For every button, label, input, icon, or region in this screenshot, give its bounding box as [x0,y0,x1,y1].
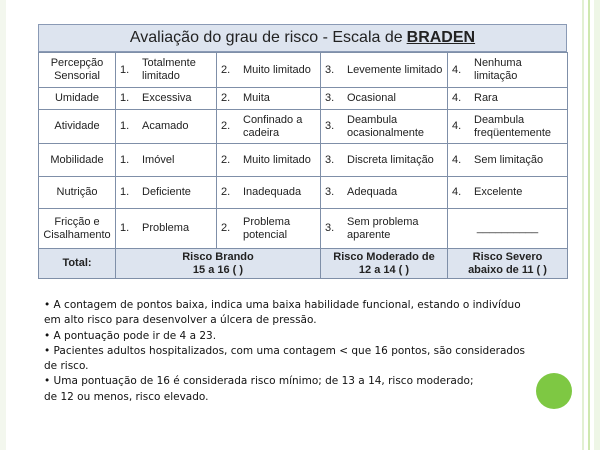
option-text: Problema potencial [243,215,291,241]
total-row [39,249,568,279]
option-text: Deambula freqüentemente [474,113,552,139]
option-number: 3. [325,153,335,166]
option-number: 2. [221,92,231,104]
note-item: • Pacientes adultos hospitalizados, com uma contagem < que 16 pontos, são considerados de risco. [44,344,525,373]
right-edge-decoration [594,0,600,450]
table-cell [448,110,568,144]
option-number: 4. [452,92,462,104]
option-text: Totalmente limitado [142,57,196,82]
table-cell [217,53,321,88]
green-circle-decoration [536,373,572,409]
risk-mild-title: Risco Brando [182,250,254,263]
option-number: 1. [120,120,130,132]
table-title [38,24,567,52]
table-cell [217,110,321,144]
left-edge-decoration [0,0,6,450]
row-label: Fricção e Cisalhamento [39,209,116,249]
risk-mild-cell [116,249,321,279]
option-text: Muito limitado [243,63,311,76]
option-text: Problema [142,222,190,234]
table-cell [116,209,217,249]
option-text: Excelente [474,186,523,198]
table-cell [321,209,448,249]
row-label: Umidade [39,88,116,110]
table-row [39,110,568,144]
table-cell [116,177,217,209]
table-row [39,53,568,88]
table-cell [321,88,448,110]
title-text: Avaliação do grau de risco - Escala de [129,29,403,46]
option-number: 3. [325,92,335,104]
option-text: Ocasional [347,92,396,104]
risk-moderate-cell [321,249,448,279]
option-text: Nenhuma limitação [474,57,522,82]
option-number: 4. [452,63,462,76]
table-cell [321,110,448,144]
risk-severe-range: abaixo de 11 ( ) [468,263,547,276]
risk-mild-range: 15 a 16 ( ) [192,263,244,276]
table-cell [116,110,217,144]
row-label: Atividade [39,110,116,144]
table-cell [448,88,568,110]
option-text: Sem limitação [474,153,544,166]
table-cell [448,53,568,88]
table-cell [116,53,217,88]
option-number: 3. [325,63,335,76]
option-text: Confinado a cadeira [243,113,303,139]
table-cell [116,144,217,177]
row-label: Percepção Sensorial [39,53,116,88]
option-number: 2. [221,120,231,132]
notes-section [44,298,530,405]
table-cell [217,177,321,209]
option-number: 4. [452,120,462,132]
option-text: Acamado [142,120,189,132]
total-label: Total: [39,249,116,279]
row-label: Nutrição [39,177,116,209]
right-stripe-decoration [588,0,590,450]
table-row [39,209,568,249]
empty-cell: __________ [448,209,568,249]
table-cell [217,88,321,110]
option-number: 2. [221,186,231,198]
option-text: Muito limitado [243,153,311,166]
risk-severe-title: Risco Severo [472,250,543,263]
table-cell [321,144,448,177]
option-text: Discreta limitação [347,153,434,166]
note-item: • A contagem de pontos baixa, indica uma baixa habilidade funcional, estando o indivíduo em alto risco para desenvolver a úlcera de pressão. [44,299,521,327]
table-row [39,88,568,110]
right-stripe-decoration [582,0,584,450]
option-text: Deambula ocasionalmente [347,113,425,139]
option-number: 4. [452,186,462,198]
table-row [39,144,568,177]
row-label: Mobilidade [39,144,116,177]
option-text: Inadequada [243,186,302,198]
risk-moderate-title: Risco Moderado de [333,250,435,263]
option-number: 1. [120,63,130,76]
option-number: 3. [325,186,335,198]
note-item: • A pontuação pode ir de 4 a 23. [44,329,217,342]
option-text: Sem problema aparente [347,215,419,241]
option-text: Levemente limitado [347,63,443,76]
braden-scale-table [38,52,568,279]
option-text: Rara [474,92,498,104]
table-cell [321,53,448,88]
option-text: Muita [243,92,270,104]
option-text: Deficiente [142,186,191,198]
table-cell [448,144,568,177]
option-number: 1. [120,186,130,198]
option-number: 3. [325,120,335,132]
table-cell [217,144,321,177]
option-number: 2. [221,63,231,76]
table-cell [448,177,568,209]
table-cell [217,209,321,249]
option-number: 1. [120,153,130,166]
option-text: Adequada [347,186,398,198]
title-brand: BRADEN [406,29,476,46]
option-text: Imóvel [142,153,175,166]
note-item: de 12 ou menos, risco elevado. [44,390,209,403]
risk-severe-cell [448,249,568,279]
table-cell [116,88,217,110]
option-number: 3. [325,222,335,234]
risk-moderate-range: 12 a 14 ( ) [358,263,410,276]
option-number: 1. [120,92,130,104]
option-text: Excessiva [142,92,192,104]
table-row [39,177,568,209]
option-number: 1. [120,222,130,234]
option-number: 2. [221,222,231,234]
option-number: 2. [221,153,231,166]
option-number: 4. [452,153,462,166]
table-cell [321,177,448,209]
note-item: • Uma pontuação de 16 é considerada risco mínimo; de 13 a 14, risco moderado; [44,375,474,388]
